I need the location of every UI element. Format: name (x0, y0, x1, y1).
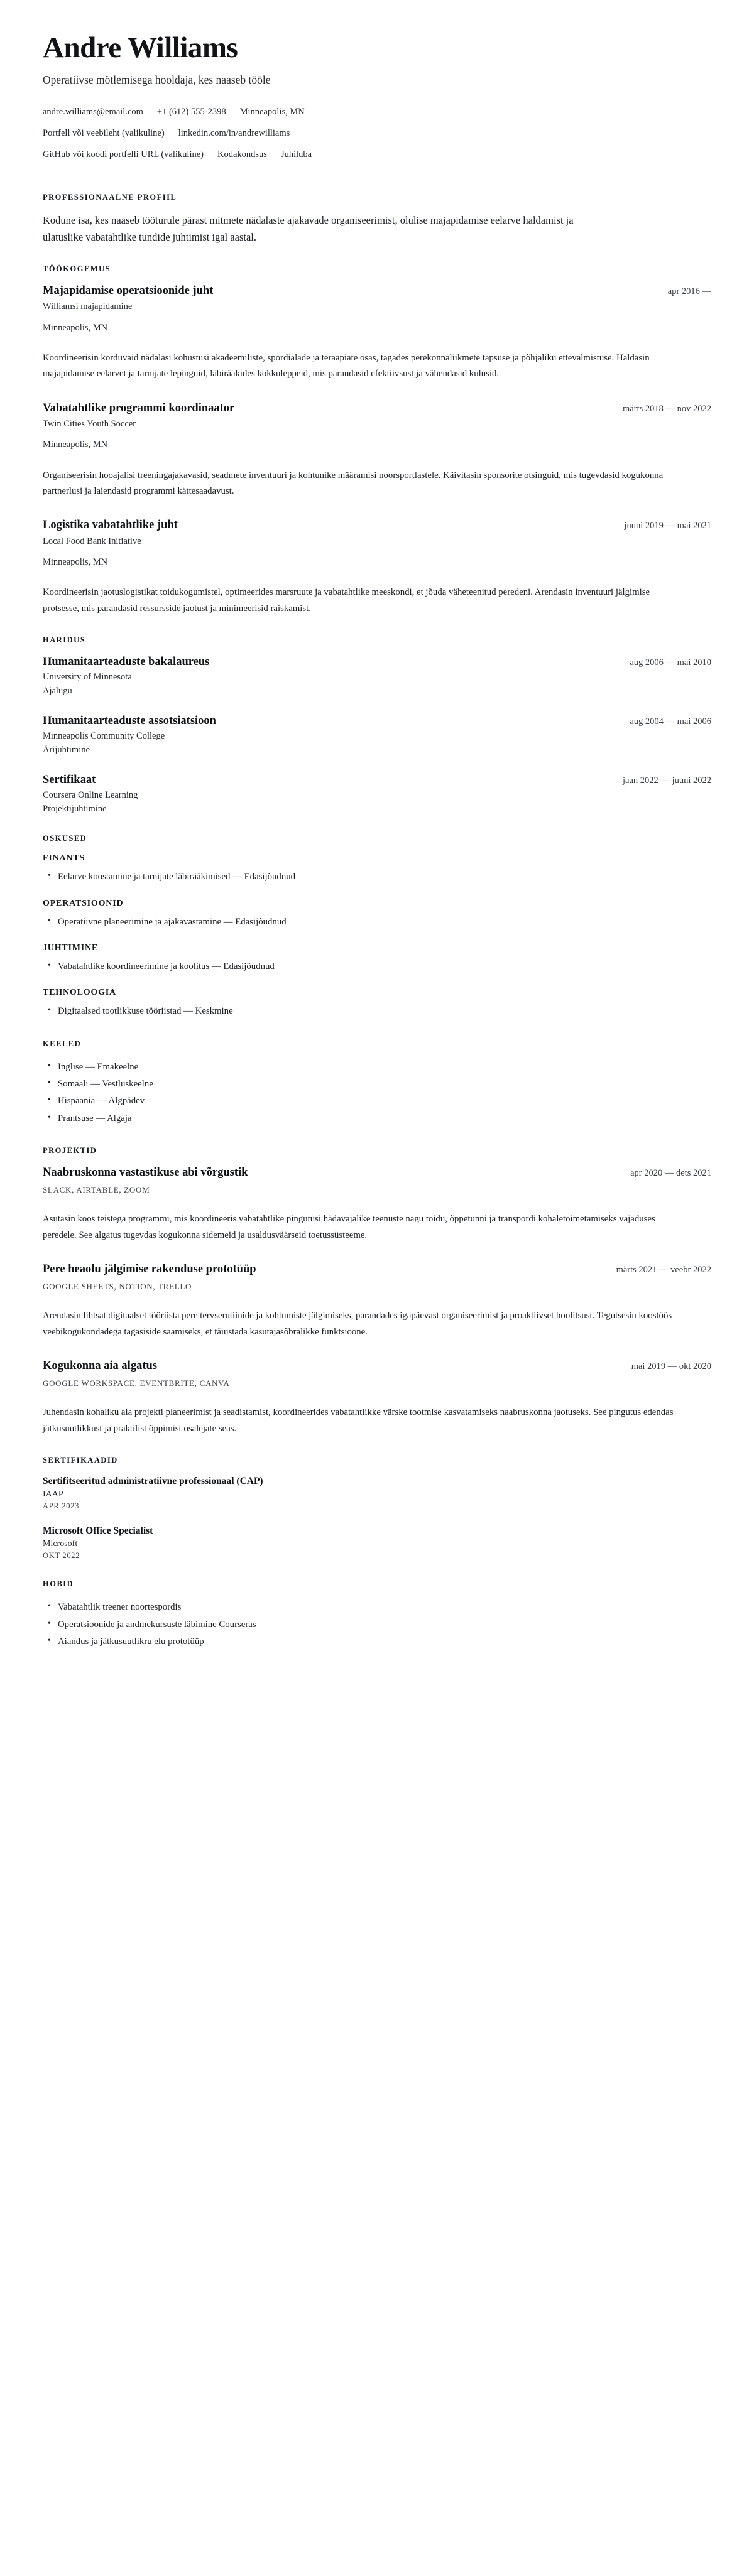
field-of-study: Ärijuhtimine (43, 745, 90, 755)
projects-list (43, 1166, 711, 1437)
languages-bullet-list (43, 1059, 711, 1127)
skill-item: • Digitaalsed tootlikkuse tööriistad — Keskmine (58, 1003, 711, 1020)
hobby-item: • Vabatahtlik treener noortespordis (58, 1599, 711, 1616)
section-skills (43, 834, 711, 1020)
education-entry-head (43, 714, 711, 728)
contact-item[interactable]: GitHub või koodi portfelli URL (valikuline) (43, 149, 204, 160)
contact-item[interactable]: Kodakondsus (217, 149, 267, 160)
contact-row (43, 107, 711, 117)
certification-entry (43, 1475, 711, 1511)
skill-group (43, 853, 711, 885)
job-title: Logistika vabatahtlike juht (43, 519, 178, 532)
section-profile (43, 193, 711, 246)
contact-info (43, 107, 711, 160)
candidate-name: Andre Williams (43, 31, 238, 64)
skill-group (43, 943, 711, 975)
language-item: • Somaali — Vestluskeelne (58, 1076, 711, 1093)
section-title-certifications: SERTIFIKAADID (43, 1456, 118, 1465)
job-location: Minneapolis, MN (43, 322, 108, 333)
project-entry-head (43, 1166, 711, 1180)
certification-issuer: Microsoft (43, 1539, 78, 1549)
education-entry-head (43, 773, 711, 787)
project-name: Naabruskonna vastastikuse abi võrgustik (43, 1166, 248, 1179)
project-entry (43, 1166, 711, 1243)
job-organization: Twin Cities Youth Soccer (43, 419, 136, 429)
project-description: Asutasin koos teistega programmi, mis koordineeris vabatahtlike pingutusi hädavajalike teenuste nagu toidu, õppetunni ja transpordi kohaletoimetamiseks vajaduses peredele. See algatus tugevdas kogukonna sidemeid ja usaldusväärseid toetussüsteeme. (43, 1214, 655, 1240)
experience-list (43, 284, 711, 617)
degree-date-range: aug 2006 — mai 2010 (630, 658, 711, 668)
skills-list (43, 853, 711, 1020)
section-title-education: HARIDUS (43, 636, 86, 645)
section-languages (43, 1039, 711, 1127)
section-title-hobbies: HOBID (43, 1579, 74, 1589)
certification-name: Sertifitseeritud administratiivne professionaal (CAP) (43, 1476, 263, 1487)
contact-item[interactable]: Juhiluba (280, 149, 312, 160)
hobbies-bullet-list (43, 1599, 711, 1650)
project-date-range: märts 2021 — veebr 2022 (616, 1265, 711, 1275)
skill-group-title: FINANTS (43, 853, 85, 863)
skill-item: • Operatiivne planeerimine ja ajakavastamine — Edasijõudnud (58, 914, 711, 931)
project-tech-stack: GOOGLE WORKSPACE, EVENTBRITE, CANVA (43, 1378, 230, 1388)
education-entry (43, 655, 711, 698)
certification-date: OKT 2022 (43, 1551, 80, 1561)
contact-row (43, 128, 711, 139)
hobby-item: • Operatsioonide ja andmekursuste läbimine Courseras (58, 1616, 711, 1633)
degree-date-range: aug 2004 — mai 2006 (630, 716, 711, 727)
contact-item[interactable]: andre.williams@email.com (43, 106, 143, 117)
degree-title: Humanitaarteaduste bakalaureus (43, 656, 210, 669)
section-title-experience: TÖÖKOGEMUS (43, 264, 111, 274)
candidate-tagline: Operatiivse mõtlemisega hooldaja, kes naaseb tööle (43, 73, 271, 87)
section-experience (43, 264, 711, 617)
project-tech-stack: GOOGLE SHEETS, NOTION, TRELLO (43, 1282, 192, 1292)
job-organization: Williamsi majapidamine (43, 301, 133, 312)
job-date-range: märts 2018 — nov 2022 (623, 403, 711, 414)
skill-group-title: JUHTIMINE (43, 943, 99, 953)
degree-title: Humanitaarteaduste assotsiatsioon (43, 714, 216, 727)
education-entry-head (43, 655, 711, 669)
project-tech-stack: SLACK, AIRTABLE, ZOOM (43, 1185, 150, 1195)
experience-entry (43, 401, 711, 500)
project-entry (43, 1262, 711, 1340)
job-title: Majapidamise operatsioonide juht (43, 284, 214, 298)
section-hobbies (43, 1579, 711, 1650)
education-entry (43, 714, 711, 757)
project-entry-head (43, 1262, 711, 1277)
language-item: • Hispaania — Algpädev (58, 1093, 711, 1110)
section-projects (43, 1146, 711, 1437)
skill-bullet-list (43, 958, 711, 975)
project-date-range: apr 2020 — dets 2021 (630, 1168, 711, 1179)
resume-header (43, 33, 711, 160)
project-entry-head (43, 1359, 711, 1373)
project-name: Pere heaolu jälgimise rakenduse prototüüp (43, 1263, 256, 1276)
job-location: Minneapolis, MN (43, 440, 108, 450)
certification-entry (43, 1525, 711, 1561)
experience-entry (43, 518, 711, 617)
project-description: Arendasin lihtsat digitaalset tööriista pere tervserutiinide ja kohtumiste jälgimiseks, parandades igapäevast organiseerimist ja proaktiivset hoolitsust. Tegutsesin koostöös veebikogukondadega tagasiside saamiseks, et täiustada kasutajasõbralikke funktsioone. (43, 1311, 672, 1337)
language-item: • Inglise — Emakeelne (58, 1059, 711, 1076)
skill-group (43, 988, 711, 1020)
experience-entry-head (43, 401, 711, 416)
skill-group-title: TEHNOLOOGIA (43, 988, 116, 998)
school-name: Minneapolis Community College (43, 730, 165, 741)
school-name: Coursera Online Learning (43, 789, 138, 800)
experience-entry-head (43, 518, 711, 533)
education-entry (43, 773, 711, 816)
field-of-study: Ajalugu (43, 686, 72, 696)
hobby-item: • Aiandus ja jätkusuutlikru elu prototüüp (58, 1633, 711, 1650)
degree-title: Sertifikaat (43, 773, 96, 786)
education-list (43, 655, 711, 815)
certification-date: APR 2023 (43, 1502, 80, 1511)
language-item: • Prantsuse — Algaja (58, 1110, 711, 1127)
job-description: Koordineerisin jaotuslogistikat toidukogumistel, optimeerides marsruute ja vabatahtlike meeskondi, et jõuda väheteenitud peredeni. Arendasin inventuuri jälgimise protsesse, mis parandasid ressursside jaotust ja minimeerisid raiskamist. (43, 587, 650, 614)
skill-item: • Eelarve koostamine ja tarnijate läbirääkimised — Edasijõudnud (58, 869, 711, 885)
project-description: Juhendasin kohaliku aia projekti planeerimist ja seadistamist, koordineerides vabatahtlikke värske tootmise kasvatamiseks naabruskonna jaotuseks. See pingutus edendas jätkusuutlikkust ja praktilist õppimist osalejate seas. (43, 1407, 674, 1434)
project-entry (43, 1359, 711, 1437)
project-date-range: mai 2019 — okt 2020 (631, 1361, 711, 1372)
contact-row (43, 149, 711, 160)
job-organization: Local Food Bank Initiative (43, 536, 141, 546)
section-certifications (43, 1456, 711, 1561)
contact-item[interactable]: Portfell või veebileht (valikuline) (43, 127, 165, 138)
field-of-study: Projektijuhtimine (43, 803, 107, 814)
certification-issuer: IAAP (43, 1490, 63, 1500)
skill-item: • Vabatahtlike koordineerimine ja koolitus — Edasijõudnud (58, 958, 711, 975)
contact-item[interactable]: +1 (612) 555-2398 (156, 106, 226, 117)
contact-item[interactable]: linkedin.com/in/andrewilliams (178, 127, 290, 138)
job-location: Minneapolis, MN (43, 556, 108, 567)
section-title-profile: PROFESSIONAALNE PROFIIL (43, 192, 177, 202)
skill-bullet-list (43, 1003, 711, 1020)
contact-item[interactable]: Minneapolis, MN (239, 106, 305, 117)
skill-bullet-list (43, 914, 711, 931)
job-date-range: apr 2016 — (667, 286, 711, 297)
section-title-skills: OSKUSED (43, 834, 87, 843)
section-education (43, 636, 711, 815)
section-title-languages: KEELED (43, 1039, 82, 1048)
job-description: Organiseerisin hooajalisi treeningajakavasid, seadmete inventuuri ja kohtunike määramisi noorsportlastele. Käivitasin sponsorite otsinguid, mis tugevdasid kogukonna partnerlusi ja laiendasid programmi kättesaadavust. (43, 470, 664, 497)
section-title-projects: PROJEKTID (43, 1146, 97, 1155)
experience-entry (43, 284, 711, 382)
experience-entry-head (43, 284, 711, 298)
job-date-range: juuni 2019 — mai 2021 (624, 521, 711, 531)
job-description: Koordineerisin korduvaid nädalasi kohustusi akadeemiliste, spordialade ja teraapiate osas, tagades perekonnaliikmete täpsuse ja põhjaliku ettevalmistuse. Haldasin majapidamise eelarvet ja tarnijate lepinguid, läbirääkides kokkuleppeid, mis parandasid efektiivsust ja vähendasid kulusid. (43, 353, 650, 379)
certification-name: Microsoft Office Specialist (43, 1525, 153, 1537)
profile-summary: Kodune isa, kes naaseb tööturule pärast mitmete nädalaste ajakavade organiseerimist, olulise majapidamise eelarve haldamist ja ulatuslike vabatahtlike tundide juhtimist igal aastal. (43, 214, 574, 243)
skill-group (43, 899, 711, 931)
certifications-list (43, 1475, 711, 1561)
job-title: Vabatahtlike programmi koordinaator (43, 401, 235, 414)
school-name: University of Minnesota (43, 672, 132, 683)
skill-group-title: OPERATSIOONID (43, 898, 124, 908)
project-name: Kogukonna aia algatus (43, 1360, 157, 1373)
degree-date-range: jaan 2022 — juuni 2022 (623, 775, 711, 786)
skill-bullet-list (43, 869, 711, 885)
